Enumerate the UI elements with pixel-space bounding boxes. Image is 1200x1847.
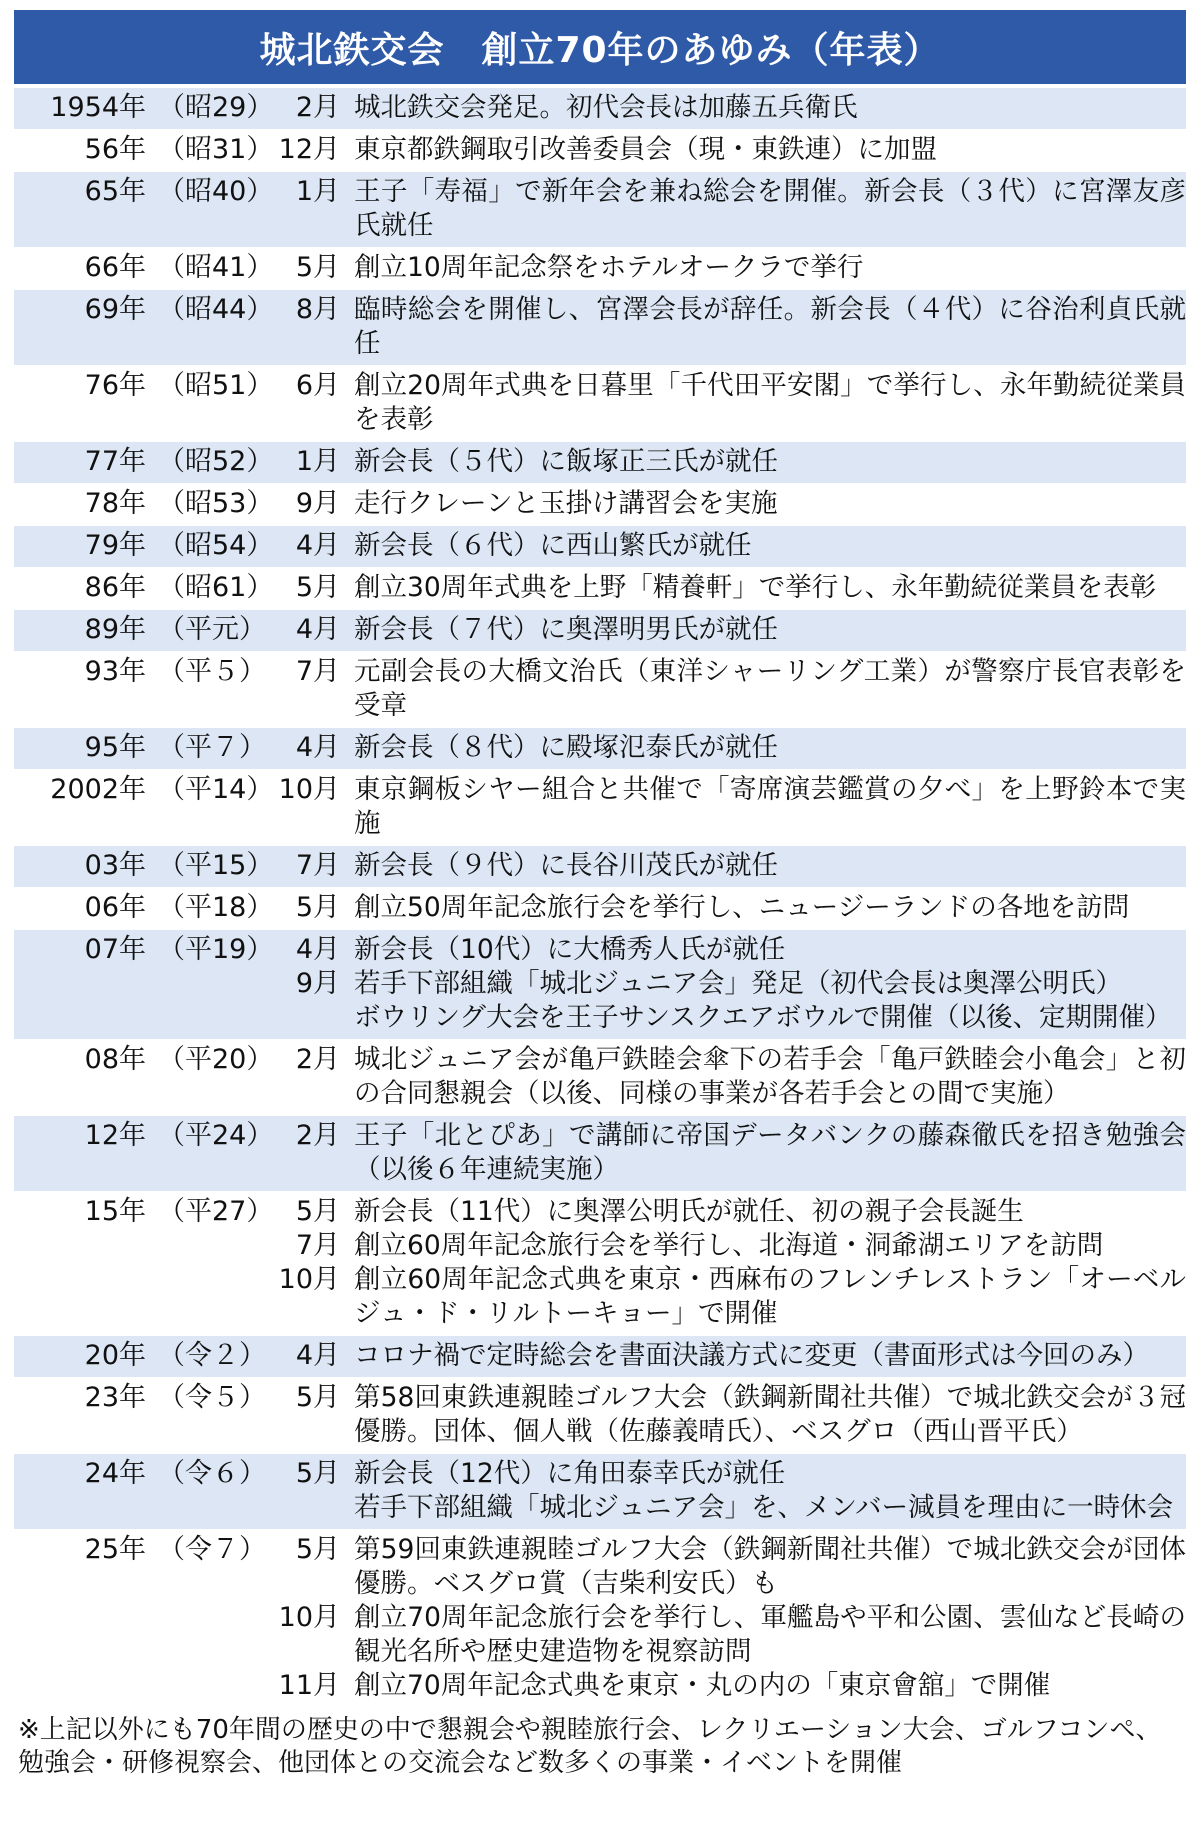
entry-line bbox=[272, 891, 1186, 925]
entry-text: 創立50周年記念旅行会を挙行し、ニュージーランドの各地を訪問 bbox=[354, 892, 1130, 923]
row-entries bbox=[272, 933, 1186, 1035]
entry-month: 2月 bbox=[295, 1044, 340, 1075]
row-era: （令５） bbox=[158, 1382, 266, 1413]
row-entries bbox=[272, 487, 1186, 521]
row-year: 24年 bbox=[84, 1458, 146, 1489]
row-year: 25年 bbox=[84, 1534, 146, 1565]
row-entries bbox=[272, 529, 1186, 563]
entry-month: 5月 bbox=[295, 252, 340, 283]
row-era: （平14） bbox=[158, 774, 274, 805]
entry-line bbox=[272, 293, 1186, 361]
row-era: （令２） bbox=[158, 1340, 266, 1371]
entry-text: 創立70周年記念式典を東京・丸の内の「東京會舘」で開催 bbox=[354, 1670, 1051, 1701]
row-entries bbox=[272, 1381, 1186, 1449]
page-title: 城北鉄交会 創立70年のあゆみ（年表） bbox=[14, 10, 1186, 84]
entry-text: ボウリング大会を王子サンスクエアボウルで開催（以後、定期開催） bbox=[354, 1002, 1172, 1033]
row-entries bbox=[272, 1195, 1186, 1331]
entry-line bbox=[272, 1001, 1186, 1035]
entry-month: 7月 bbox=[295, 1230, 340, 1261]
row-year: 95年 bbox=[84, 732, 146, 763]
row-year: 69年 bbox=[84, 294, 146, 325]
entry-month: 4月 bbox=[295, 530, 340, 561]
entry-text: 臨時総会を開催し、宮澤会長が辞任。新会長（４代）に谷治利貞氏就任 bbox=[354, 294, 1186, 359]
row-year: 65年 bbox=[84, 176, 146, 207]
entry-month: 7月 bbox=[295, 850, 340, 881]
row-year: 23年 bbox=[84, 1382, 146, 1413]
row-year: 86年 bbox=[84, 572, 146, 603]
entry-line bbox=[272, 91, 1186, 125]
row-entries bbox=[272, 849, 1186, 883]
entry-month: 2月 bbox=[295, 92, 340, 123]
row-era: （平20） bbox=[158, 1044, 274, 1075]
entry-line bbox=[272, 655, 1186, 723]
timeline-row bbox=[14, 1116, 1186, 1192]
row-entries bbox=[272, 293, 1186, 361]
entry-text: 新会長（８代）に殿塚氾泰氏が就任 bbox=[354, 732, 778, 763]
row-era: （昭61） bbox=[158, 572, 274, 603]
entry-text: 新会長（５代）に飯塚正三氏が就任 bbox=[354, 446, 778, 477]
entry-line bbox=[272, 773, 1186, 841]
entry-line bbox=[272, 1119, 1186, 1187]
row-era: （令７） bbox=[158, 1534, 266, 1565]
entry-line bbox=[272, 1601, 1186, 1669]
timeline-table bbox=[14, 88, 1186, 1708]
row-era: （昭31） bbox=[158, 134, 274, 165]
entry-line bbox=[272, 175, 1186, 243]
timeline-row bbox=[14, 1336, 1186, 1378]
entry-month: 8月 bbox=[295, 294, 340, 325]
entry-line bbox=[272, 1457, 1186, 1491]
timeline-row bbox=[14, 1454, 1186, 1530]
entry-month: 2月 bbox=[295, 1120, 340, 1151]
row-year: 76年 bbox=[84, 370, 146, 401]
entry-text: 創立30周年式典を上野「精養軒」で挙行し、永年勤続従業員を表彰 bbox=[354, 572, 1157, 603]
timeline-row bbox=[14, 88, 1186, 130]
row-entries bbox=[272, 731, 1186, 765]
timeline-row bbox=[14, 442, 1186, 484]
entry-text: 新会長（11代）に奥澤公明氏が就任、初の親子会長誕生 bbox=[354, 1196, 1024, 1227]
entry-text: 新会長（９代）に長谷川茂氏が就任 bbox=[354, 850, 778, 881]
row-year: 2002年 bbox=[50, 774, 146, 805]
row-entries bbox=[272, 891, 1186, 925]
timeline-row bbox=[14, 728, 1186, 770]
timeline-row bbox=[14, 172, 1186, 248]
entry-month: 10月 bbox=[278, 774, 340, 805]
row-year: 93年 bbox=[84, 656, 146, 687]
entry-line bbox=[272, 529, 1186, 563]
entry-line bbox=[272, 1491, 1186, 1525]
row-year: 08年 bbox=[84, 1044, 146, 1075]
entry-month: 5月 bbox=[295, 1196, 340, 1227]
entry-text: 創立70周年記念旅行会を挙行し、軍艦島や平和公園、雲仙など長崎の観光名所や歴史建造物を視察訪問 bbox=[354, 1602, 1186, 1667]
row-entries bbox=[272, 175, 1186, 243]
entry-text: 東京鋼板シヤー組合と共催で「寄席演芸鑑賞の夕べ」を上野鈴本で実施 bbox=[354, 774, 1186, 839]
timeline-row bbox=[14, 290, 1186, 366]
entry-text: 走行クレーンと玉掛け講習会を実施 bbox=[354, 488, 778, 519]
timeline-row bbox=[14, 770, 1186, 846]
row-year: 06年 bbox=[84, 892, 146, 923]
timeline-row bbox=[14, 610, 1186, 652]
row-era: （平７） bbox=[158, 732, 266, 763]
entry-text: 王子「北とぴあ」で講師に帝国データバンクの藤森徹氏を招き勉強会（以後６年連続実施） bbox=[354, 1120, 1186, 1185]
entry-month: 12月 bbox=[278, 134, 340, 165]
entry-month: 4月 bbox=[295, 614, 340, 645]
row-era: （平18） bbox=[158, 892, 274, 923]
entry-line bbox=[272, 1381, 1186, 1449]
entry-text: 若手下部組織「城北ジュニア会」を、メンバー減員を理由に一時休会 bbox=[354, 1492, 1174, 1523]
entry-month: 5月 bbox=[295, 892, 340, 923]
row-entries bbox=[272, 1533, 1186, 1703]
row-entries bbox=[272, 1339, 1186, 1373]
row-era: （令６） bbox=[158, 1458, 266, 1489]
timeline-row bbox=[14, 526, 1186, 568]
entry-month: 7月 bbox=[295, 656, 340, 687]
entry-text: コロナ禍で定時総会を書面決議方式に変更（書面形式は今回のみ） bbox=[354, 1340, 1149, 1371]
row-year: 1954年 bbox=[50, 92, 146, 123]
entry-line bbox=[272, 933, 1186, 967]
entry-text: 東京都鉄鋼取引改善委員会（現・東鉄連）に加盟 bbox=[354, 134, 937, 165]
row-entries bbox=[272, 655, 1186, 723]
entry-month: 10月 bbox=[278, 1264, 340, 1295]
entry-line bbox=[272, 1195, 1186, 1229]
row-era: （平15） bbox=[158, 850, 274, 881]
entry-line bbox=[272, 613, 1186, 647]
row-entries bbox=[272, 571, 1186, 605]
entry-line bbox=[272, 487, 1186, 521]
entry-month: 1月 bbox=[295, 176, 340, 207]
entry-line bbox=[272, 1229, 1186, 1263]
row-entries bbox=[272, 251, 1186, 285]
row-era: （平27） bbox=[158, 1196, 274, 1227]
entry-month: 4月 bbox=[295, 732, 340, 763]
entry-line bbox=[272, 445, 1186, 479]
entry-text: 王子「寿福」で新年会を兼ね総会を開催。新会長（３代）に宮澤友彦氏就任 bbox=[354, 176, 1186, 241]
row-entries bbox=[272, 133, 1186, 167]
entry-month: 9月 bbox=[295, 968, 340, 999]
row-year: 79年 bbox=[84, 530, 146, 561]
row-year: 15年 bbox=[84, 1196, 146, 1227]
entry-text: 新会長（12代）に角田泰幸氏が就任 bbox=[354, 1458, 786, 1489]
entry-text: 若手下部組織「城北ジュニア会」発足（初代会長は奥澤公明氏） bbox=[354, 968, 1122, 999]
entry-text: 新会長（６代）に西山繁氏が就任 bbox=[354, 530, 752, 561]
entry-text: 新会長（７代）に奥澤明男氏が就任 bbox=[354, 614, 778, 645]
row-era: （平24） bbox=[158, 1120, 274, 1151]
row-entries bbox=[272, 91, 1186, 125]
timeline-row bbox=[14, 888, 1186, 930]
timeline-row bbox=[14, 1530, 1186, 1708]
row-year: 66年 bbox=[84, 252, 146, 283]
entry-text: 創立10周年記念祭をホテルオークラで挙行 bbox=[354, 252, 864, 283]
row-era: （平19） bbox=[158, 934, 274, 965]
row-entries bbox=[272, 1043, 1186, 1111]
row-era: （平５） bbox=[158, 656, 266, 687]
row-year: 78年 bbox=[84, 488, 146, 519]
entry-text: 城北ジュニア会が亀戸鉄睦会傘下の若手会「亀戸鉄睦会小亀会」と初の合同懇親会（以後、同様の事業が各若手会との間で実施） bbox=[354, 1044, 1186, 1109]
timeline-row bbox=[14, 130, 1186, 172]
footnote: ※上記以外にも70年間の歴史の中で懇親会や親睦旅行会、レクリエーション大会、ゴルフコンペ、勉強会・研修視察会、他団体との交流会など数多くの事業・イベントを開催 bbox=[18, 1715, 1162, 1778]
entry-text: 創立20周年式典を日暮里「千代田平安閣」で挙行し、永年勤続従業員を表彰 bbox=[354, 370, 1186, 435]
entry-month: 5月 bbox=[295, 1382, 340, 1413]
entry-month: 4月 bbox=[295, 934, 340, 965]
entry-text: 元副会長の大橋文治氏（東洋シャーリング工業）が警察庁長官表彰を受章 bbox=[354, 656, 1186, 721]
row-era: （昭41） bbox=[158, 252, 274, 283]
row-entries bbox=[272, 1119, 1186, 1187]
row-entries bbox=[272, 1457, 1186, 1525]
timeline-row bbox=[14, 1378, 1186, 1454]
entry-text: 城北鉄交会発足。初代会長は加藤五兵衛氏 bbox=[354, 92, 858, 123]
entry-line bbox=[272, 1533, 1186, 1601]
timeline-row bbox=[14, 366, 1186, 442]
entry-month: 11月 bbox=[278, 1670, 340, 1701]
row-era: （昭44） bbox=[158, 294, 274, 325]
entry-month: 4月 bbox=[295, 1340, 340, 1371]
row-entries bbox=[272, 445, 1186, 479]
timeline-row bbox=[14, 652, 1186, 728]
entry-line bbox=[272, 731, 1186, 765]
row-entries bbox=[272, 613, 1186, 647]
timeline-row bbox=[14, 484, 1186, 526]
entry-text: 第58回東鉄連親睦ゴルフ大会（鉄鋼新聞社共催）で城北鉄交会が３冠優勝。団体、個人戦（佐藤義晴氏）、ベスグロ（西山晋平氏） bbox=[354, 1382, 1186, 1447]
row-era: （昭40） bbox=[158, 176, 274, 207]
entry-line bbox=[272, 849, 1186, 883]
entry-line bbox=[272, 251, 1186, 285]
row-year: 89年 bbox=[84, 614, 146, 645]
entry-month: 5月 bbox=[295, 572, 340, 603]
entry-line bbox=[272, 571, 1186, 605]
timeline-row bbox=[14, 248, 1186, 290]
row-entries bbox=[272, 773, 1186, 841]
row-era: （昭29） bbox=[158, 92, 274, 123]
row-era: （昭54） bbox=[158, 530, 274, 561]
entry-month: 6月 bbox=[295, 370, 340, 401]
entry-text: 第59回東鉄連親睦ゴルフ大会（鉄鋼新聞社共催）で城北鉄交会が団体優勝。ベスグロ賞（吉柴利安氏）も bbox=[354, 1534, 1186, 1599]
entry-line bbox=[272, 133, 1186, 167]
row-year: 12年 bbox=[84, 1120, 146, 1151]
entry-month: 9月 bbox=[295, 488, 340, 519]
row-year: 77年 bbox=[84, 446, 146, 477]
timeline-row bbox=[14, 1040, 1186, 1116]
entry-month: 10月 bbox=[278, 1602, 340, 1633]
row-year: 56年 bbox=[84, 134, 146, 165]
entry-line bbox=[272, 1669, 1186, 1703]
row-era: （昭52） bbox=[158, 446, 274, 477]
entry-line bbox=[272, 967, 1186, 1001]
row-era: （昭53） bbox=[158, 488, 274, 519]
row-era: （昭51） bbox=[158, 370, 274, 401]
entry-text: 創立60周年記念式典を東京・西麻布のフレンチレストラン「オーベルジュ・ド・リルトーキョー」で開催 bbox=[354, 1264, 1186, 1329]
entry-line bbox=[272, 369, 1186, 437]
entry-line bbox=[272, 1339, 1186, 1373]
entry-line bbox=[272, 1263, 1186, 1331]
entry-text: 新会長（10代）に大橋秀人氏が就任 bbox=[354, 934, 786, 965]
timeline-row bbox=[14, 1192, 1186, 1336]
row-year: 20年 bbox=[84, 1340, 146, 1371]
row-year: 07年 bbox=[84, 934, 146, 965]
timeline-row bbox=[14, 846, 1186, 888]
entry-month: 1月 bbox=[295, 446, 340, 477]
entry-line bbox=[272, 1043, 1186, 1111]
row-era: （平元） bbox=[158, 614, 266, 645]
timeline-row bbox=[14, 568, 1186, 610]
row-entries bbox=[272, 369, 1186, 437]
entry-text: 創立60周年記念旅行会を挙行し、北海道・洞爺湖エリアを訪問 bbox=[354, 1230, 1104, 1261]
entry-month: 5月 bbox=[295, 1458, 340, 1489]
row-year: 03年 bbox=[84, 850, 146, 881]
timeline-row bbox=[14, 930, 1186, 1040]
entry-month: 5月 bbox=[295, 1534, 340, 1565]
